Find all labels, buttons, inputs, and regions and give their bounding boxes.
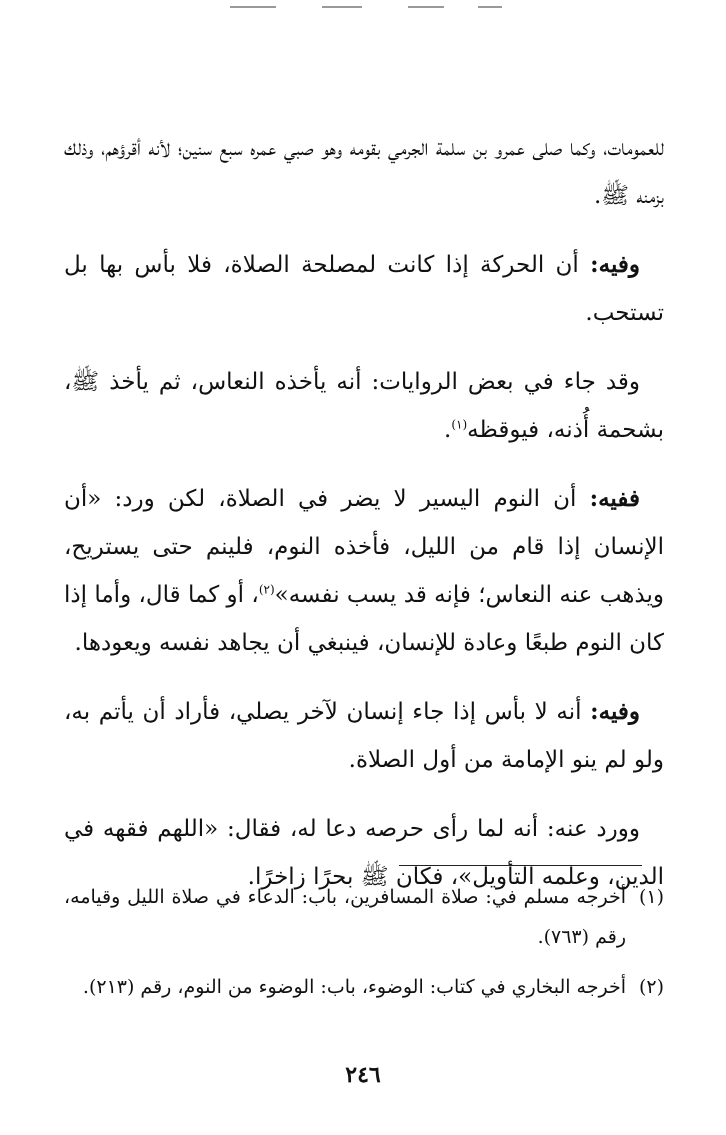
paragraph-1 (64, 124, 664, 220)
paragraph-2-text: أن الحركة إذا كانت لمصلحة الصلاة، فلا بأس بها بل تستحب. (64, 252, 664, 326)
paragraph-4 (64, 475, 664, 667)
paragraph-4-text: أن النوم اليسير لا يضر في الصلاة، لكن ورد: «أن الإنسان إذا قام من الليل، فأخذه النوم، فلينم حتى يستريح، ويذهب عنه النعاس؛ فإنه قد يسب نفسه» (64, 486, 664, 608)
paragraph-4-end: ، أو كما قال، وأما إذا كان النوم طبعًا وعادة للإنسان، فينبغي أن يجاهد نفسه ويعودها. (64, 582, 664, 656)
footnote-2-text: أخرجه البخاري في كتاب: الوضوء، باب: الوضوء من النوم، رقم (٢١٣). (82, 976, 626, 998)
main-text (64, 124, 664, 922)
paragraph-5-lead: وفيه: (590, 698, 640, 725)
footnote-2-number: (٢) (638, 976, 664, 998)
paragraph-2-lead: وفيه: (590, 251, 640, 278)
footnote-1-number: (١) (638, 886, 664, 908)
paragraph-2 (64, 241, 664, 337)
top-rule-4 (478, 6, 502, 8)
footnote-1 (64, 877, 664, 957)
paragraph-1-text: للعمومات، وكما صلى عمرو بن سلمة الجرمي بقومه وهو صبي عمره سبع سنين؛ لأنه أقرؤهم، وذلك بزمنه ﷺ. (64, 135, 664, 209)
top-rule-2 (322, 6, 362, 8)
paragraph-6-text: وورد عنه: أنه لما رأى حرصه دعا له، فقال: «اللهم فقهه في الدين، وعلمه التأويل»، فكان ﷺ بحرًا زاخرًا. (64, 816, 664, 890)
paragraph-5-text: أنه لا بأس إذا جاء إنسان لآخر يصلي، فأراد أن يأتم به، ولو لم ينو الإمامة من أول الصلاة. (64, 699, 664, 773)
footnote-ref-2: (٢) (258, 582, 275, 597)
footnotes (64, 877, 664, 1017)
footnote-2 (64, 967, 664, 1007)
top-rule-1 (230, 6, 276, 8)
paragraph-5 (64, 688, 664, 784)
footnote-ref-1: (١) (451, 417, 468, 432)
page-number: ٢٤٦ (345, 1062, 381, 1088)
paragraph-3-text: وقد جاء في بعض الروايات: أنه يأخذه النعاس، ثم يأخذ ﷺ، بشحمة أُذنه، فيوقظه (64, 369, 664, 443)
footnote-separator (399, 865, 642, 866)
footnote-1-text: أخرجه مسلم في: صلاة المسافرين، باب: الدعاء في صلاة الليل وقيامه، رقم (٧٦٣). (64, 886, 626, 948)
paragraph-3 (64, 358, 664, 454)
paragraph-4-lead: ففيه: (589, 485, 640, 512)
paragraph-3-end: . (444, 417, 452, 443)
top-rule-3 (408, 6, 444, 8)
